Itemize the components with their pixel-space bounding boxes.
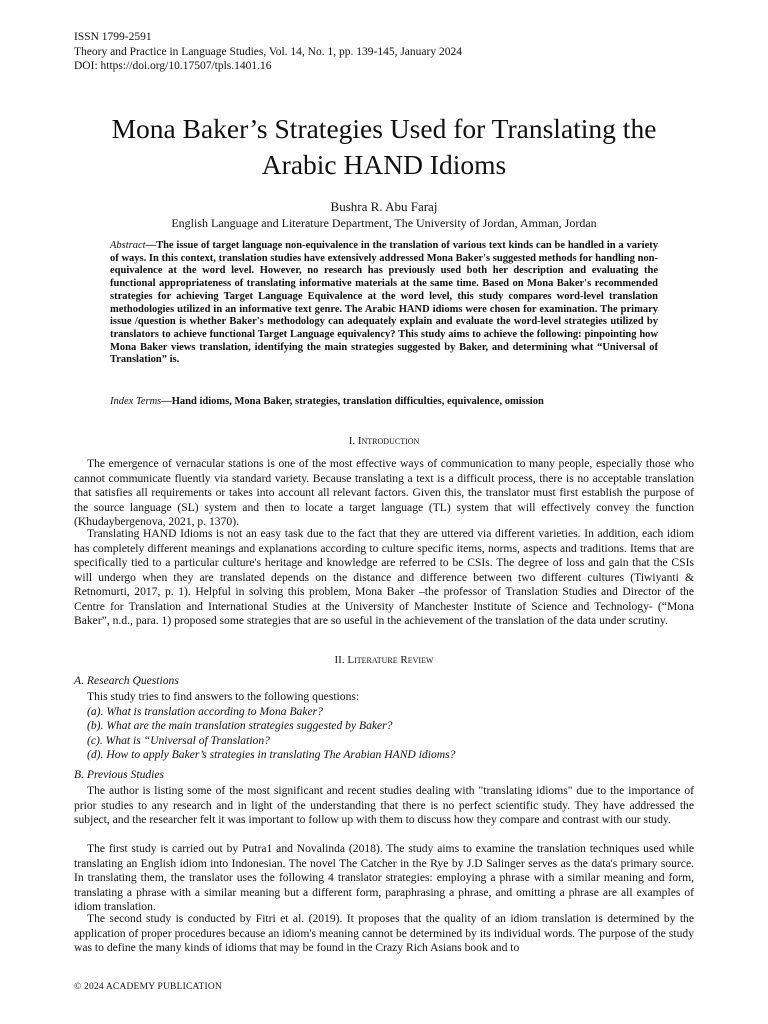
previous-studies-paragraph-2: The first study is carried out by Putra1 and Novalinda (2018). The study aims to examine the translation techniques used while translating an English idiom into Indonesian. The novel The Catcher in the Rye by J.D Salinger serves as the data's primary source. In translating them, the translator uses the following 4 translator strategies: employing a phrase with a similar meaning and form, translating a phrase with a similar meaning but a different form, paraphrasing a phrase, and omitting a phrase are all examples of idiom translation. <box>74 842 694 914</box>
previous-studies-paragraph-1: The author is listing some of the most significant and recent studies dealing with "translating idioms" due to the importance of prior studies to any research and in light of the understanding that there is no perfect scientific study. They have addressed the subject, and the researcher felt it was important to follow up with them to discuss how they compare and contrast with our study. <box>74 784 694 827</box>
list-item: (a). What is translation according to Mona Baker? <box>87 704 323 718</box>
questions-intro: This study tries to find answers to the following questions: <box>87 690 360 703</box>
index-terms <box>110 395 658 408</box>
research-questions-list <box>87 690 687 763</box>
abstract-text: —The issue of target language non-equivalence in the translation of various text kinds can be handled in a variety of ways. In this context, translation studies have extensively addressed Mona Baker's suggested methods for handling non-equivalence at the word level. However, no research has previously used both her description and evaluating the functional appropriateness of translating informative materials at the same time. Based on Mona Baker's recommended strategies for achieving Target Language Equivalence at the word level, this study compares word-level translation methodologies utilized in an informative text genre. The Arabic HAND idioms were chosen for examination. The primary issue /question is whether Baker's methodology can adequately explain and evaluate the word-level strategies utilized by translators to achieve functional Target Language equivalency? This study aims to achieve the following: pinpointing how Mona Baker views translation, identifying the main strategies suggested by Baker, and determining what “Universal of Translation” is. <box>110 240 658 366</box>
author-name: Bushra R. Abu Faraj <box>330 199 438 214</box>
issn: ISSN 1799-2591 <box>74 31 152 43</box>
intro-paragraph-1: The emergence of vernacular stations is one of the most effective ways of communication to many people, especially those who cannot communicate fluently via standard variety. Because translating a text is a difficult process, there is no acceptable translation that satisfies all requirements or takes into account all relevant factors. Given this, the translator must first establish the purpose of the source language (SL) system and then to locate a target language (TL) system that will effectively convey the function (Khudaybergenova, 2021, p. 1370). <box>74 457 694 529</box>
subsection-heading-research-questions: A. Research Questions <box>74 674 179 687</box>
abstract <box>110 240 658 367</box>
list-item: (b). What are the main translation strategies suggested by Baker? <box>87 719 393 733</box>
index-terms-text: —Hand idioms, Mona Baker, strategies, translation difficulties, equivalence, omission <box>161 396 544 407</box>
title-line-1: Mona Baker’s Strategies Used for Translating the <box>111 113 657 144</box>
author-affiliation: English Language and Literature Department, The University of Jordan, Amman, Jordan <box>171 215 597 230</box>
previous-studies-paragraph-3: The second study is conducted by Fitri et al. (2019). It proposes that the quality of an idiom translation is determined by the application of proper procedures because an idiom's meaning cannot be determined by its individual words. The purpose of the study was to define the many kinds of idioms that may be found in the Crazy Rich Asians book and to <box>74 912 694 955</box>
section-number: I. <box>348 435 358 447</box>
publisher-footer: © 2024 ACADEMY PUBLICATION <box>74 982 222 992</box>
abstract-label: Abstract <box>110 240 146 251</box>
paper-title <box>40 111 728 183</box>
intro-paragraph-2: Translating HAND Idioms is not an easy task due to the fact that they are uttered via different varieties. In addition, each idiom has completely different meanings and explanations according to culture specific items, norms, aspects and traditions. Items that are specifically tied to a particular culture's heritage and knowledge are referred to be CSIs. The degree of loss and gain that the CSIs will undergo when they are translated depends on the distance and difference between two different cultures (Tiwiyanti & Retnomurti, 2017, p. 1). Helpful in solving this problem, Mona Baker –the professor of Translation Studies and Director of the Centre for Translation and International Studies at the University of Manchester Institute of Science and Technology- (“Mona Baker”, n.d., para. 1) proposed some strategies that are so useful in the achievement of the translation of the data under scrutiny. <box>74 527 694 628</box>
list-item: (c). What is “Universal of Translation? <box>87 733 270 747</box>
section-number: II. <box>334 654 348 666</box>
subsection-heading-previous-studies: B. Previous Studies <box>74 768 165 781</box>
journal-header <box>74 30 462 74</box>
list-item: (d). How to apply Baker’s strategies in translating The Arabian HAND idioms? <box>87 748 456 762</box>
journal-citation: Theory and Practice in Language Studies, Vol. 14, No. 1, pp. 139-145, January 2024 <box>74 45 462 58</box>
section-heading-literature-review <box>74 654 694 667</box>
doi: DOI: https://doi.org/10.17507/tpls.1401.16 <box>74 60 272 72</box>
title-line-2: Arabic HAND Idioms <box>261 149 507 180</box>
section-title: Introduction <box>357 435 420 447</box>
section-title: Literature Review <box>347 654 434 666</box>
section-heading-introduction <box>74 435 694 448</box>
index-terms-label: Index Terms <box>110 396 162 407</box>
